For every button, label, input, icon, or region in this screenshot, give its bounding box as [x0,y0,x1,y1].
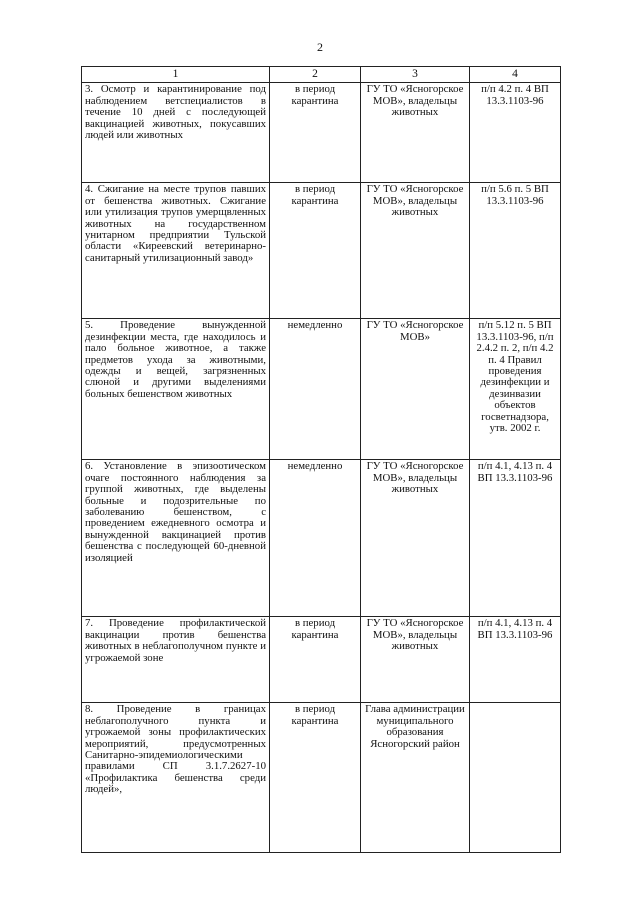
table-row [82,183,561,319]
basis-cell [470,703,561,853]
column-header: 2 [270,67,361,83]
period-cell: в период карантина [270,183,361,319]
basis-cell: п/п 5.6 п. 5 ВП 13.3.1103-96 [470,183,561,319]
measure-cell: 8. Проведение в границах неблагополучного пункта и угрожаемой зоны профилактических мероприятий, предусмотренных Санитарно-эпидемиологическими правилами СП 3.1.7.2627-10 «Профилактика бешенства среди людей», [82,703,270,853]
measure-cell: 4. Сжигание на месте трупов павших от бешенства животных. Сжигание или утилизация трупов умерщвленных животных на государственном унитарном предприятии Тульской области «Киреевский ветеринарно-санитарный утилизационный завод» [82,183,270,319]
page-number: 2 [317,40,323,54]
measure-cell: 3. Осмотр и карантинирование под наблюдением ветспециалистов в течение 10 дней с последующей вакцинацией животных, покусавших людей или животных [82,83,270,183]
responsible-cell: ГУ ТО «Ясногорское МОВ», владельцы животных [361,183,470,319]
table-row [82,460,561,617]
table-header-row [82,67,561,83]
basis-cell: п/п 4.2 п. 4 ВП 13.3.1103-96 [470,83,561,183]
period-cell: немедленно [270,460,361,617]
basis-cell: п/п 4.1, 4.13 п. 4 ВП 13.3.1103-96 [470,617,561,703]
measure-cell: 5. Проведение вынужденной дезинфекции места, где находилось и пало больное животное, а также предметов ухода за животными, одежды и вещей, загрязненных слюной и другими выделениями больных бешенством животных [82,319,270,460]
responsible-cell: ГУ ТО «Ясногорское МОВ», владельцы животных [361,460,470,617]
basis-cell: п/п 5.12 п. 5 ВП 13.3.1103-96, п/п 2.4.2 п. 2, п/п 4.2 п. 4 Правил проведения дезинфекции и дезинвазии объектов госветнадзора, утв. 2002 г. [470,319,561,460]
period-cell: в период карантина [270,83,361,183]
period-cell: в период карантина [270,703,361,853]
measures-table [81,66,561,853]
measure-cell: 7. Проведение профилактической вакцинации против бешенства животных в неблагополучном пункте и угрожаемой зоне [82,617,270,703]
period-cell: немедленно [270,319,361,460]
column-header: 3 [361,67,470,83]
basis-cell: п/п 4.1, 4.13 п. 4 ВП 13.3.1103-96 [470,460,561,617]
responsible-cell: ГУ ТО «Ясногорское МОВ», владельцы животных [361,83,470,183]
table-row [82,703,561,853]
responsible-cell: ГУ ТО «Ясногорское МОВ» [361,319,470,460]
period-cell: в период карантина [270,617,361,703]
column-header: 4 [470,67,561,83]
measure-cell: 6. Установление в эпизоотическом очаге постоянного наблюдения за группой животных, где выделены больные и подозрительные по заболеванию бешенством, с проведением ежедневного осмотра и вынужденной вакцинацией против бешенства с последующей 60-дневной изоляцией [82,460,270,617]
responsible-cell: Глава администрации муниципального образования Ясногорский район [361,703,470,853]
table-row [82,319,561,460]
column-header: 1 [82,67,270,83]
table-row [82,83,561,183]
table-row [82,617,561,703]
responsible-cell: ГУ ТО «Ясногорское МОВ», владельцы животных [361,617,470,703]
